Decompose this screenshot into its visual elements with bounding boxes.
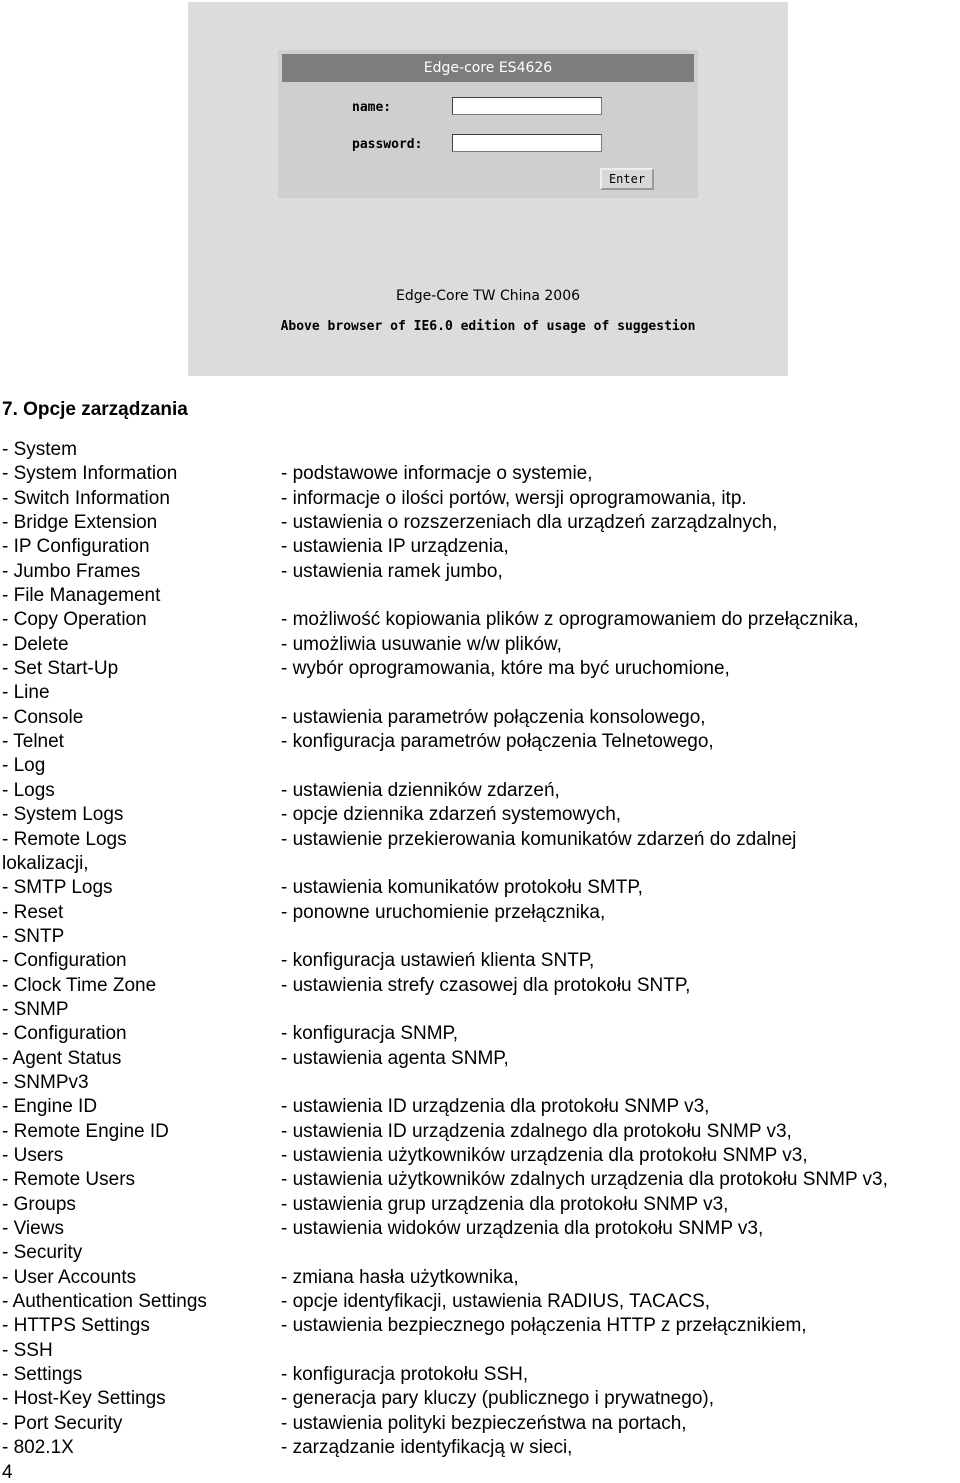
menu-item-label: - Logs	[2, 779, 55, 801]
list-item	[0, 511, 960, 535]
menu-item-description: - konfiguracja SNMP,	[281, 1023, 459, 1045]
list-item	[0, 925, 960, 949]
menu-item-label: - Telnet	[2, 731, 64, 753]
list-item	[0, 949, 960, 973]
list-item	[0, 901, 960, 925]
menu-item-label: - Configuration	[2, 1023, 127, 1045]
menu-item-label: - System Information	[2, 463, 178, 485]
menu-item-label: - Port Security	[2, 1412, 123, 1434]
list-item	[0, 730, 960, 754]
menu-item-description: - możliwość kopiowania plików z oprogramowaniem do przełącznika,	[281, 609, 859, 631]
menu-item-description: - opcje dziennika zdarzeń systemowych,	[281, 804, 622, 826]
list-item	[0, 438, 960, 462]
menu-item-label: - Views	[2, 1218, 64, 1239]
menu-item-description: - informacje o ilości portów, wersji oprogramowania, itp.	[281, 487, 747, 509]
menu-item-label: - Bridge Extension	[2, 512, 158, 534]
menu-item-description: - umożliwia usuwanie w/w plików,	[281, 633, 562, 655]
menu-item-label: - Delete	[2, 633, 69, 655]
menu-item-description: - ustawienia ID urządzenia zdalnego dla protokołu SNMP v3,	[281, 1120, 792, 1142]
login-title: Edge-core ES4626	[282, 54, 694, 82]
menu-item-description: - konfiguracja protokołu SSH,	[281, 1364, 529, 1386]
menu-item-description: - ustawienia parametrów połączenia konsolowego,	[281, 706, 706, 728]
menu-item-label: - Line	[2, 682, 50, 704]
list-item	[0, 1071, 960, 1095]
menu-item-label: - 802.1X	[2, 1437, 74, 1459]
list-item	[0, 828, 960, 852]
menu-item-description: - ustawienia użytkowników urządzenia dla protokołu SNMP v3,	[281, 1144, 808, 1166]
menu-item-description: - konfiguracja ustawień klienta SNTP,	[281, 950, 595, 972]
menu-item-description: - ustawienia grup urządzenia dla protokołu SNMP v3,	[281, 1193, 729, 1215]
menu-item-description: - konfiguracja parametrów połączenia Telnetowego,	[281, 731, 714, 753]
list-item	[0, 560, 960, 584]
list-item	[0, 1144, 960, 1168]
list-item	[0, 1314, 960, 1338]
menu-item-label: - SNTP	[2, 925, 65, 947]
menu-item-description: - ustawienia bezpiecznego połączenia HTTP z przełącznikiem,	[281, 1315, 807, 1337]
list-item	[0, 1363, 960, 1387]
list-item	[0, 1290, 960, 1314]
list-item	[0, 462, 960, 486]
menu-item-description: - ustawienia widoków urządzenia dla protokołu SNMP v3,	[281, 1218, 764, 1239]
list-item	[0, 1436, 960, 1460]
menu-item-label: - Host-Key Settings	[2, 1388, 166, 1410]
menu-item-label: - Log	[2, 755, 46, 777]
menu-item-label: - SNMPv3	[2, 1071, 89, 1093]
menu-item-label: - Switch Information	[2, 487, 170, 509]
menu-item-label: - User Accounts	[2, 1266, 137, 1288]
menu-item-description: - ustawienia IP urządzenia,	[281, 536, 509, 558]
menu-item-label: - Groups	[2, 1193, 76, 1215]
menu-item-description: - wybór oprogramowania, które ma być uruchomione,	[281, 658, 730, 680]
menu-item-description: - opcje identyfikacji, ustawienia RADIUS, TACACS,	[281, 1291, 711, 1313]
password-label: password:	[352, 137, 423, 152]
menu-item-description: - zarządzanie identyfikacją w sieci,	[281, 1437, 573, 1459]
list-item	[0, 1387, 960, 1411]
list-item	[0, 1412, 960, 1436]
list-item	[0, 1047, 960, 1071]
menu-item-description: - ustawienia polityki bezpieczeństwa na portach,	[281, 1412, 687, 1434]
menu-item-label: - Authentication Settings	[2, 1291, 207, 1313]
menu-item-label: - System Logs	[2, 804, 124, 826]
enter-button[interactable]: Enter	[600, 168, 654, 190]
menu-item-label: - Settings	[2, 1364, 83, 1386]
list-item	[0, 584, 960, 608]
menu-item-label: - SMTP Logs	[2, 877, 113, 899]
list-item	[0, 681, 960, 705]
menu-item-label: - System	[2, 439, 77, 460]
menu-item-label: - File Management	[2, 585, 161, 607]
menu-item-description: - ustawienia dzienników zdarzeń,	[281, 779, 560, 801]
list-item	[0, 974, 960, 998]
list-item	[0, 1168, 960, 1192]
menu-item-label: lokalizacji,	[2, 852, 89, 874]
menu-item-label: - Remote Users	[2, 1169, 136, 1191]
list-item	[0, 803, 960, 827]
menu-item-label: - HTTPS Settings	[2, 1315, 150, 1337]
menu-item-label: - SNMP	[2, 998, 69, 1020]
list-item	[0, 1193, 960, 1217]
list-item	[0, 1266, 960, 1290]
menu-item-label: - Users	[2, 1144, 64, 1166]
menu-item-description: - ustawienie przekierowania komunikatów zdarzeń do zdalnej	[281, 828, 797, 850]
menu-item-description: - podstawowe informacje o systemie,	[281, 463, 593, 485]
menu-item-label: - IP Configuration	[2, 536, 150, 558]
menu-item-label: - Agent Status	[2, 1047, 122, 1069]
list-item	[0, 1339, 960, 1363]
list-item	[0, 1095, 960, 1119]
list-item	[0, 487, 960, 511]
name-input[interactable]	[452, 97, 602, 115]
list-item	[0, 754, 960, 778]
login-footer-copyright: Edge-Core TW China 2006	[395, 288, 581, 304]
menu-item-description: - ustawienia ramek jumbo,	[281, 560, 503, 582]
menu-item-description: - ustawienia ID urządzenia dla protokołu SNMP v3,	[281, 1096, 710, 1118]
list-item	[0, 998, 960, 1022]
menu-item-label: - Clock Time Zone	[2, 974, 157, 996]
login-screenshot	[188, 2, 788, 376]
list-item	[0, 1217, 960, 1241]
menu-item-label: - Remote Engine ID	[2, 1120, 169, 1142]
list-item	[0, 1022, 960, 1046]
menu-item-label: - Set Start-Up	[2, 658, 119, 680]
menu-item-label: - Engine ID	[2, 1096, 98, 1118]
list-item	[0, 1241, 960, 1265]
list-item	[0, 657, 960, 681]
list-item	[0, 608, 960, 632]
menu-options-list	[0, 438, 960, 1460]
list-item	[0, 779, 960, 803]
menu-item-label: - Jumbo Frames	[2, 560, 141, 582]
menu-item-description: - ustawienia strefy czasowej dla protokołu SNTP,	[281, 974, 691, 996]
menu-item-description: - generacja pary kluczy (publicznego i prywatnego),	[281, 1388, 714, 1410]
menu-item-label: - Console	[2, 706, 84, 728]
list-item	[0, 535, 960, 559]
menu-item-description: - ustawienia agenta SNMP,	[281, 1047, 509, 1069]
menu-item-description: - zmiana hasła użytkownika,	[281, 1266, 519, 1288]
menu-item-label: - Configuration	[2, 950, 127, 972]
password-input[interactable]	[452, 134, 602, 152]
list-item	[0, 706, 960, 730]
list-item	[0, 1120, 960, 1144]
list-item	[0, 633, 960, 657]
menu-item-label: - SSH	[2, 1339, 53, 1361]
menu-item-label: - Copy Operation	[2, 609, 147, 631]
list-item	[0, 852, 960, 876]
menu-item-description: - ustawienia użytkowników zdalnych urządzenia dla protokołu SNMP v3,	[281, 1169, 888, 1191]
login-panel	[278, 50, 698, 198]
section-heading: 7. Opcje zarządzania	[2, 399, 188, 420]
page-number: 4	[2, 1462, 13, 1483]
menu-item-label: - Remote Logs	[2, 828, 127, 850]
list-item	[0, 876, 960, 900]
name-label: name:	[352, 100, 392, 115]
menu-item-description: - ustawienia komunikatów protokołu SMTP,	[281, 877, 643, 899]
login-footer-browser-note: Above browser of IE6.0 edition of usage of suggestion	[280, 319, 696, 334]
menu-item-label: - Security	[2, 1242, 83, 1264]
menu-item-description: - ponowne uruchomienie przełącznika,	[281, 901, 606, 923]
menu-item-label: - Reset	[2, 901, 64, 923]
menu-item-description: - ustawienia o rozszerzeniach dla urządzeń zarządzalnych,	[281, 512, 778, 534]
